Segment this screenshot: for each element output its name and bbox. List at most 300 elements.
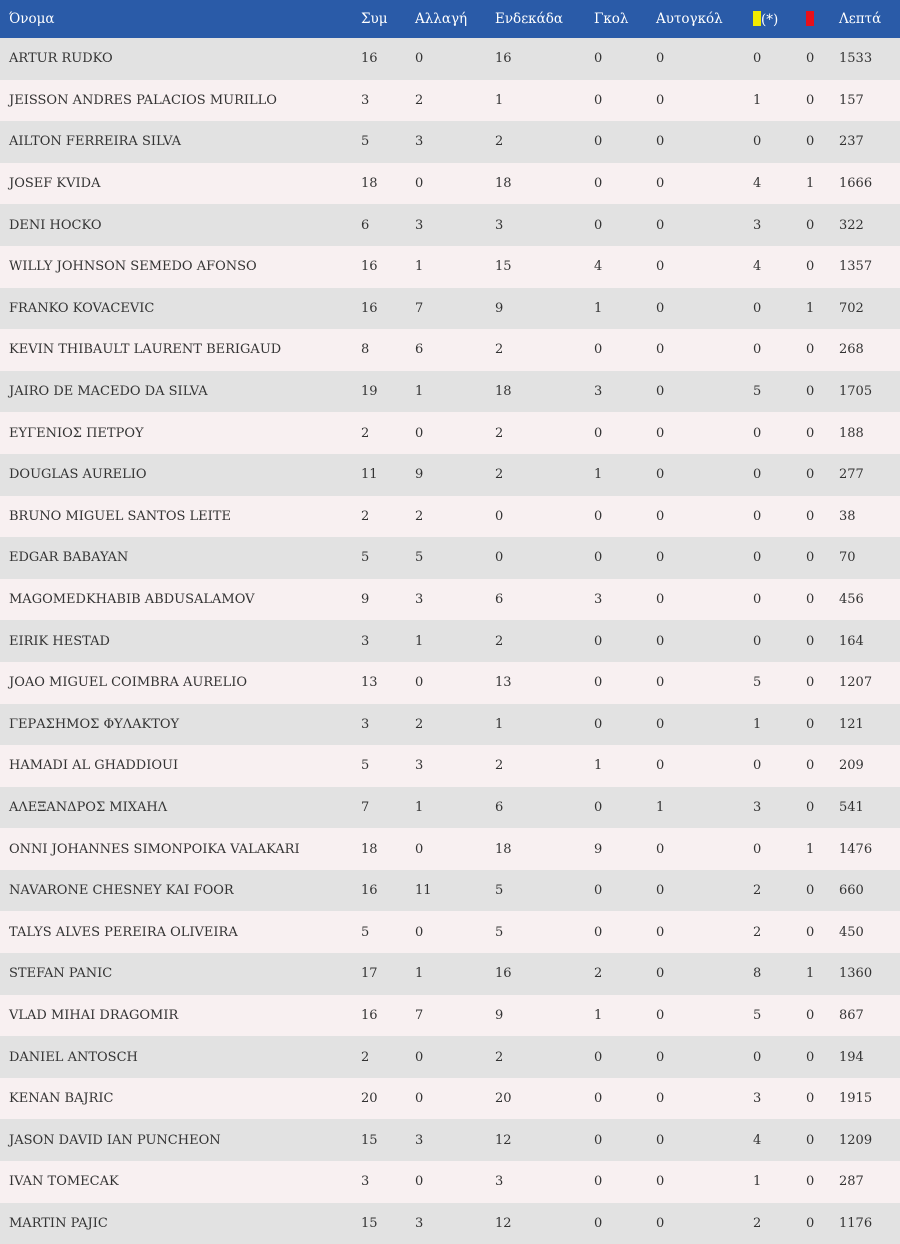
player-name-cell: EIRIK HESTAD [9, 633, 110, 649]
red-cards-cell: 0 [806, 883, 815, 899]
own-goals-cell: 0 [656, 633, 665, 649]
own-goals-cell: 0 [656, 883, 665, 899]
red-cards-cell: 0 [806, 550, 815, 566]
apps-cell: 5 [361, 924, 370, 940]
player-name-cell: BRUNO MIGUEL SANTOS LEITE [9, 508, 231, 524]
yellow-cards-cell: 0 [753, 758, 762, 774]
apps-cell: 16 [361, 300, 378, 316]
minutes-cell: 660 [839, 883, 864, 899]
header-own-goals[interactable]: Αυτογκόλ [656, 11, 723, 27]
apps-cell: 2 [361, 425, 370, 441]
apps-cell: 2 [361, 508, 370, 524]
own-goals-cell: 0 [656, 1049, 665, 1065]
start-cell: 18 [495, 176, 512, 192]
goals-cell: 3 [594, 592, 603, 608]
apps-cell: 15 [361, 1215, 378, 1231]
yellow-cards-cell: 0 [753, 592, 762, 608]
minutes-cell: 1357 [839, 259, 873, 275]
sub-cell: 1 [415, 966, 424, 982]
sub-cell: 0 [415, 425, 424, 441]
yellow-cards-cell: 0 [753, 467, 762, 483]
table-row[interactable] [0, 953, 900, 995]
minutes-cell: 1176 [839, 1215, 873, 1231]
yellow-cards-cell: 0 [753, 633, 762, 649]
player-name-cell: ARTUR RUDKO [9, 51, 113, 67]
own-goals-cell: 0 [656, 217, 665, 233]
minutes-cell: 1705 [839, 384, 873, 400]
start-cell: 9 [495, 300, 504, 316]
start-cell: 3 [495, 217, 504, 233]
minutes-cell: 38 [839, 508, 856, 524]
own-goals-cell: 0 [656, 716, 665, 732]
red-cards-cell: 1 [806, 841, 815, 857]
yellow-cards-cell: 5 [753, 1007, 762, 1023]
sub-cell: 0 [415, 1049, 424, 1065]
apps-cell: 16 [361, 1007, 378, 1023]
red-cards-cell: 0 [806, 134, 815, 150]
player-name-cell: ONNI JOHANNES SIMONPOIKA VALAKARI [9, 841, 300, 857]
minutes-cell: 1915 [839, 1091, 873, 1107]
apps-cell: 6 [361, 217, 370, 233]
red-cards-cell: 0 [806, 92, 815, 108]
apps-cell: 5 [361, 758, 370, 774]
yellow-cards-cell: 4 [753, 1132, 762, 1148]
sub-cell: 7 [415, 1007, 424, 1023]
table-row[interactable] [0, 1161, 900, 1203]
start-cell: 6 [495, 592, 504, 608]
red-cards-cell: 0 [806, 467, 815, 483]
start-cell: 6 [495, 799, 504, 815]
yellow-cards-cell: 8 [753, 966, 762, 982]
yellow-cards-cell: 1 [753, 1174, 762, 1190]
red-cards-cell: 0 [806, 384, 815, 400]
sub-cell: 0 [415, 924, 424, 940]
table-header [0, 0, 900, 38]
red-cards-cell: 0 [806, 425, 815, 441]
player-name-cell: WILLY JOHNSON SEMEDO AFONSO [9, 259, 257, 275]
goals-cell: 2 [594, 966, 603, 982]
yellow-cards-cell: 1 [753, 92, 762, 108]
goals-cell: 0 [594, 1174, 603, 1190]
table-row[interactable] [0, 745, 900, 787]
player-name-cell: ΕΥΓΕΝΙΟΣ ΠΕΤΡΟΥ [9, 425, 144, 441]
start-cell: 13 [495, 675, 512, 691]
apps-cell: 16 [361, 51, 378, 67]
table-row[interactable] [0, 870, 900, 912]
player-name-cell: AILTON FERREIRA SILVA [9, 134, 181, 150]
goals-cell: 0 [594, 508, 603, 524]
red-cards-cell: 0 [806, 592, 815, 608]
minutes-cell: 1476 [839, 841, 873, 857]
red-cards-cell: 1 [806, 966, 815, 982]
table-row[interactable] [0, 995, 900, 1037]
sub-cell: 5 [415, 550, 424, 566]
yellow-cards-cell: 3 [753, 217, 762, 233]
header-goals[interactable]: Γκολ [594, 11, 629, 27]
red-cards-cell: 0 [806, 1215, 815, 1231]
minutes-cell: 1533 [839, 51, 873, 67]
own-goals-cell: 0 [656, 259, 665, 275]
player-name-cell: DENI HOCKO [9, 217, 102, 233]
minutes-cell: 237 [839, 134, 864, 150]
goals-cell: 0 [594, 1132, 603, 1148]
sub-cell: 0 [415, 675, 424, 691]
apps-cell: 15 [361, 1132, 378, 1148]
start-cell: 1 [495, 92, 504, 108]
red-cards-cell: 0 [806, 259, 815, 275]
table-row[interactable] [0, 496, 900, 538]
goals-cell: 0 [594, 550, 603, 566]
player-name-cell: MARTIN PAJIC [9, 1215, 108, 1231]
player-name-cell: JEISSON ANDRES PALACIOS MURILLO [9, 92, 277, 108]
table-row[interactable] [0, 371, 900, 413]
yellow-cards-cell: 0 [753, 51, 762, 67]
minutes-cell: 277 [839, 467, 864, 483]
own-goals-cell: 0 [656, 300, 665, 316]
goals-cell: 0 [594, 1049, 603, 1065]
red-cards-cell: 0 [806, 1049, 815, 1065]
minutes-cell: 164 [839, 633, 864, 649]
table-row[interactable] [0, 911, 900, 953]
player-name-cell: HAMADI AL GHADDIOUI [9, 758, 179, 774]
goals-cell: 1 [594, 758, 603, 774]
header-name[interactable]: Όνομα [9, 11, 55, 27]
start-cell: 2 [495, 633, 504, 649]
apps-cell: 3 [361, 92, 370, 108]
red-cards-cell: 0 [806, 51, 815, 67]
yellow-cards-cell: 0 [753, 1049, 762, 1065]
goals-cell: 0 [594, 924, 603, 940]
yellow-cards-cell: 0 [753, 508, 762, 524]
sub-cell: 2 [415, 92, 424, 108]
table-row[interactable] [0, 828, 900, 870]
player-name-cell: DANIEL ANTOSCH [9, 1049, 138, 1065]
table-row[interactable] [0, 288, 900, 330]
table-row[interactable] [0, 1036, 900, 1078]
sub-cell: 0 [415, 1091, 424, 1107]
goals-cell: 9 [594, 841, 603, 857]
sub-cell: 3 [415, 1132, 424, 1148]
player-name-cell: KENAN BAJRIC [9, 1091, 114, 1107]
yellow-cards-cell: 4 [753, 259, 762, 275]
table-row[interactable] [0, 163, 900, 205]
yellow-cards-cell: 5 [753, 675, 762, 691]
sub-cell: 11 [415, 883, 432, 899]
goals-cell: 0 [594, 176, 603, 192]
minutes-cell: 1209 [839, 1132, 873, 1148]
own-goals-cell: 1 [656, 799, 665, 815]
own-goals-cell: 0 [656, 51, 665, 67]
own-goals-cell: 0 [656, 1007, 665, 1023]
yellow-cards-cell: 5 [753, 384, 762, 400]
minutes-cell: 194 [839, 1049, 864, 1065]
yellow-cards-cell: 0 [753, 300, 762, 316]
sub-cell: 1 [415, 799, 424, 815]
own-goals-cell: 0 [656, 758, 665, 774]
red-cards-cell: 0 [806, 508, 815, 524]
red-cards-cell: 1 [806, 176, 815, 192]
start-cell: 16 [495, 966, 512, 982]
minutes-cell: 70 [839, 550, 856, 566]
sub-cell: 9 [415, 467, 424, 483]
player-name-cell: JAIRO DE MACEDO DA SILVA [9, 384, 208, 400]
minutes-cell: 188 [839, 425, 864, 441]
red-cards-cell: 0 [806, 758, 815, 774]
red-cards-cell: 1 [806, 300, 815, 316]
own-goals-cell: 0 [656, 1215, 665, 1231]
start-cell: 0 [495, 508, 504, 524]
minutes-cell: 456 [839, 592, 864, 608]
goals-cell: 0 [594, 1091, 603, 1107]
table-row[interactable] [0, 246, 900, 288]
goals-cell: 0 [594, 799, 603, 815]
red-cards-cell: 0 [806, 1132, 815, 1148]
start-cell: 15 [495, 259, 512, 275]
minutes-cell: 1666 [839, 176, 873, 192]
apps-cell: 5 [361, 134, 370, 150]
table-row[interactable] [0, 329, 900, 371]
sub-cell: 0 [415, 841, 424, 857]
goals-cell: 0 [594, 51, 603, 67]
own-goals-cell: 0 [656, 134, 665, 150]
table-body [0, 38, 900, 1244]
goals-cell: 0 [594, 217, 603, 233]
sub-cell: 7 [415, 300, 424, 316]
goals-cell: 1 [594, 300, 603, 316]
start-cell: 2 [495, 425, 504, 441]
start-cell: 2 [495, 1049, 504, 1065]
own-goals-cell: 0 [656, 966, 665, 982]
red-cards-cell: 0 [806, 716, 815, 732]
start-cell: 20 [495, 1091, 512, 1107]
player-name-cell: FRANKO KOVACEVIC [9, 300, 155, 316]
minutes-cell: 702 [839, 300, 864, 316]
sub-cell: 1 [415, 633, 424, 649]
start-cell: 5 [495, 883, 504, 899]
apps-cell: 17 [361, 966, 378, 982]
own-goals-cell: 0 [656, 92, 665, 108]
goals-cell: 0 [594, 425, 603, 441]
sub-cell: 3 [415, 134, 424, 150]
own-goals-cell: 0 [656, 508, 665, 524]
apps-cell: 18 [361, 841, 378, 857]
yellow-cards-cell: 4 [753, 176, 762, 192]
red-cards-cell: 0 [806, 675, 815, 691]
own-goals-cell: 0 [656, 675, 665, 691]
goals-cell: 0 [594, 342, 603, 358]
own-goals-cell: 0 [656, 467, 665, 483]
header-minutes[interactable]: Λεπτά [839, 11, 882, 27]
sub-cell: 1 [415, 384, 424, 400]
own-goals-cell: 0 [656, 1091, 665, 1107]
table-row[interactable] [0, 412, 900, 454]
table-row[interactable] [0, 1203, 900, 1244]
red-cards-cell: 0 [806, 1007, 815, 1023]
start-cell: 12 [495, 1132, 512, 1148]
player-name-cell: TALYS ALVES PEREIRA OLIVEIRA [9, 924, 238, 940]
table-row[interactable] [0, 204, 900, 246]
goals-cell: 0 [594, 883, 603, 899]
minutes-cell: 209 [839, 758, 864, 774]
apps-cell: 18 [361, 176, 378, 192]
goals-cell: 1 [594, 1007, 603, 1023]
red-cards-cell: 0 [806, 342, 815, 358]
table-row[interactable] [0, 662, 900, 704]
yellow-cards-cell: 0 [753, 134, 762, 150]
table-row[interactable] [0, 579, 900, 621]
own-goals-cell: 0 [656, 425, 665, 441]
red-cards-cell: 0 [806, 924, 815, 940]
table-row[interactable] [0, 704, 900, 746]
player-name-cell: IVAN TOMECAK [9, 1174, 119, 1190]
sub-cell: 6 [415, 342, 424, 358]
start-cell: 5 [495, 924, 504, 940]
apps-cell: 7 [361, 799, 370, 815]
table-row[interactable] [0, 80, 900, 122]
minutes-cell: 1207 [839, 675, 873, 691]
goals-cell: 0 [594, 1215, 603, 1231]
apps-cell: 2 [361, 1049, 370, 1065]
apps-cell: 20 [361, 1091, 378, 1107]
goals-cell: 4 [594, 259, 603, 275]
start-cell: 1 [495, 716, 504, 732]
sub-cell: 0 [415, 51, 424, 67]
sub-cell: 3 [415, 592, 424, 608]
start-cell: 2 [495, 467, 504, 483]
sub-cell: 2 [415, 508, 424, 524]
red-cards-cell: 0 [806, 217, 815, 233]
header-start[interactable]: Ενδεκάδα [495, 11, 563, 27]
red-card-icon [806, 11, 814, 26]
table-row[interactable] [0, 620, 900, 662]
goals-cell: 0 [594, 134, 603, 150]
player-name-cell: ΑΛΕΞΑΝΔΡΟΣ ΜΙΧΑΗΛ [9, 799, 168, 815]
yellow-cards-cell: 2 [753, 883, 762, 899]
own-goals-cell: 0 [656, 384, 665, 400]
yellow-cards-cell: 2 [753, 924, 762, 940]
own-goals-cell: 0 [656, 176, 665, 192]
minutes-cell: 867 [839, 1007, 864, 1023]
player-name-cell: KEVIN THIBAULT LAURENT BERIGAUD [9, 342, 282, 358]
goals-cell: 1 [594, 467, 603, 483]
sub-cell: 3 [415, 758, 424, 774]
player-name-cell: STEFAN PANIC [9, 966, 113, 982]
start-cell: 16 [495, 51, 512, 67]
goals-cell: 0 [594, 675, 603, 691]
player-name-cell: MAGOMEDKHABIB ABDUSALAMOV [9, 592, 255, 608]
minutes-cell: 287 [839, 1174, 864, 1190]
sub-cell: 1 [415, 259, 424, 275]
table-row[interactable] [0, 787, 900, 829]
own-goals-cell: 0 [656, 592, 665, 608]
own-goals-cell: 0 [656, 1132, 665, 1148]
own-goals-cell: 0 [656, 342, 665, 358]
start-cell: 9 [495, 1007, 504, 1023]
start-cell: 2 [495, 758, 504, 774]
player-name-cell: JOSEF KVIDA [9, 176, 101, 192]
table-row[interactable] [0, 121, 900, 163]
minutes-cell: 121 [839, 716, 864, 732]
table-row[interactable] [0, 454, 900, 496]
goals-cell: 0 [594, 716, 603, 732]
header-yellow-cards[interactable] [753, 0, 806, 38]
table-row[interactable] [0, 38, 900, 80]
yellow-cards-cell: 0 [753, 550, 762, 566]
start-cell: 2 [495, 134, 504, 150]
apps-cell: 13 [361, 675, 378, 691]
apps-cell: 8 [361, 342, 370, 358]
apps-cell: 11 [361, 467, 378, 483]
apps-cell: 3 [361, 1174, 370, 1190]
player-name-cell: VLAD MIHAI DRAGOMIR [9, 1007, 179, 1023]
player-name-cell: EDGAR BABAYAN [9, 550, 129, 566]
table-row[interactable] [0, 1078, 900, 1120]
apps-cell: 3 [361, 716, 370, 732]
red-cards-cell: 0 [806, 633, 815, 649]
yellow-cards-cell: 0 [753, 342, 762, 358]
minutes-cell: 157 [839, 92, 864, 108]
header-row [0, 0, 900, 38]
apps-cell: 16 [361, 259, 378, 275]
header-red-cards[interactable] [806, 0, 839, 38]
start-cell: 18 [495, 384, 512, 400]
sub-cell: 0 [415, 176, 424, 192]
own-goals-cell: 0 [656, 841, 665, 857]
player-name-cell: DOUGLAS AURELIO [9, 467, 147, 483]
apps-cell: 19 [361, 384, 378, 400]
start-cell: 12 [495, 1215, 512, 1231]
yellow-cards-cell: 1 [753, 716, 762, 732]
own-goals-cell: 0 [656, 924, 665, 940]
table-row[interactable] [0, 537, 900, 579]
apps-cell: 3 [361, 633, 370, 649]
player-name-cell: NAVARONE CHESNEY KAI FOOR [9, 883, 234, 899]
yellow-cards-cell: 2 [753, 1215, 762, 1231]
yellow-cards-cell: 3 [753, 1091, 762, 1107]
yellow-cards-cell: 0 [753, 841, 762, 857]
yellow-card-icon [753, 11, 761, 26]
red-cards-cell: 0 [806, 799, 815, 815]
header-sub[interactable]: Αλλαγή [415, 11, 468, 27]
start-cell: 3 [495, 1174, 504, 1190]
apps-cell: 16 [361, 883, 378, 899]
minutes-cell: 268 [839, 342, 864, 358]
sub-cell: 3 [415, 217, 424, 233]
yellow-cards-cell: 0 [753, 425, 762, 441]
apps-cell: 9 [361, 592, 370, 608]
sub-cell: 3 [415, 1215, 424, 1231]
own-goals-cell: 0 [656, 550, 665, 566]
own-goals-cell: 0 [656, 1174, 665, 1190]
player-name-cell: JASON DAVID IAN PUNCHEON [9, 1132, 221, 1148]
goals-cell: 0 [594, 633, 603, 649]
sub-cell: 2 [415, 716, 424, 732]
minutes-cell: 450 [839, 924, 864, 940]
goals-cell: 3 [594, 384, 603, 400]
player-name-cell: JOAO MIGUEL COIMBRA AURELIO [9, 675, 248, 691]
minutes-cell: 1360 [839, 966, 873, 982]
header-apps[interactable]: Συμ [361, 11, 388, 27]
header-yellow-suffix: (*) [761, 11, 779, 28]
minutes-cell: 322 [839, 217, 864, 233]
start-cell: 2 [495, 342, 504, 358]
player-name-cell: ΓΕΡΑΣΗΜΟΣ ΦΥΛΑΚΤΟΥ [9, 716, 180, 732]
table-row[interactable] [0, 1119, 900, 1161]
start-cell: 18 [495, 841, 512, 857]
red-cards-cell: 0 [806, 1091, 815, 1107]
goals-cell: 0 [594, 92, 603, 108]
red-cards-cell: 0 [806, 1174, 815, 1190]
